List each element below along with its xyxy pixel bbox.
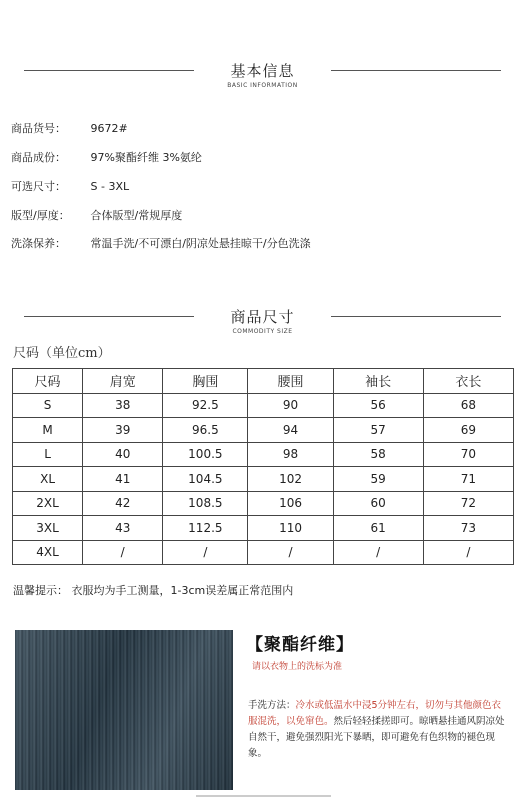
table-cell: 58 — [333, 442, 423, 467]
wash-label: 手洗方法： — [248, 700, 296, 711]
table-cell: 59 — [333, 467, 423, 492]
table-cell: 106 — [248, 491, 333, 516]
column-header: 袖长 — [333, 369, 423, 394]
section-subtitle: BASIC INFORMATION — [227, 82, 298, 89]
table-cell: 40 — [83, 442, 163, 467]
table-cell: 56 — [333, 393, 423, 418]
section-subtitle: COMMODITY SIZE — [232, 328, 293, 335]
info-value: 常温手洗/不可漂白/阴凉处悬挂晾干/分色洗涤 — [90, 237, 311, 250]
table-row — [13, 393, 514, 418]
table-cell: 72 — [423, 491, 513, 516]
fabric-subtitle: 请以衣物上的洗标为准 — [252, 662, 343, 672]
size-header — [0, 306, 525, 335]
table-cell: 42 — [83, 491, 163, 516]
info-row-sizes — [11, 178, 129, 194]
wash-detail: 然后轻轻揉搓即可。晾晒悬挂通风阴凉处自然干，避免强烈阳光下暴晒，即可避免有色织物的褪色现象。 — [248, 716, 505, 759]
table-cell: / — [83, 540, 163, 565]
column-header: 尺码 — [13, 369, 83, 394]
table-cell: / — [163, 540, 248, 565]
fabric-title: 【聚酯纤维】 — [246, 635, 354, 655]
table-row — [13, 418, 514, 443]
table-cell: 41 — [83, 467, 163, 492]
table-cell: S — [13, 393, 83, 418]
table-cell: 100.5 — [163, 442, 248, 467]
info-row-fit — [11, 207, 182, 223]
table-row — [13, 540, 514, 565]
table-cell: 102 — [248, 467, 333, 492]
info-value: 97%聚酯纤维 3%氨纶 — [90, 151, 202, 164]
table-cell: 69 — [423, 418, 513, 443]
info-value: S - 3XL — [90, 180, 130, 193]
table-cell: 98 — [248, 442, 333, 467]
column-header: 腰围 — [248, 369, 333, 394]
table-cell: 71 — [423, 467, 513, 492]
info-row-sku — [11, 120, 128, 136]
size-unit-label: 尺码（单位cm） — [13, 346, 111, 361]
info-value: 9672# — [90, 122, 128, 135]
bottom-divider — [196, 795, 331, 797]
table-cell: 96.5 — [163, 418, 248, 443]
table-row — [13, 442, 514, 467]
info-row-care — [11, 235, 311, 251]
table-cell: XL — [13, 467, 83, 492]
table-cell: 110 — [248, 516, 333, 541]
basic-info-header — [0, 60, 525, 89]
section-title: 基本信息 — [230, 62, 295, 80]
table-cell: 68 — [423, 393, 513, 418]
size-table — [12, 368, 514, 565]
table-header-row — [13, 369, 514, 394]
table-row — [13, 491, 514, 516]
table-cell: 3XL — [13, 516, 83, 541]
table-cell: M — [13, 418, 83, 443]
divider-left — [24, 316, 194, 317]
fabric-swatch-image — [15, 630, 233, 790]
table-cell: 104.5 — [163, 467, 248, 492]
table-cell: 61 — [333, 516, 423, 541]
table-row — [13, 516, 514, 541]
table-cell: / — [333, 540, 423, 565]
divider-left — [24, 70, 194, 71]
table-cell: 43 — [83, 516, 163, 541]
column-header: 衣长 — [423, 369, 513, 394]
table-cell: 70 — [423, 442, 513, 467]
table-cell: 94 — [248, 418, 333, 443]
table-cell: 108.5 — [163, 491, 248, 516]
table-cell: 4XL — [13, 540, 83, 565]
section-title: 商品尺寸 — [230, 308, 295, 326]
column-header: 肩宽 — [83, 369, 163, 394]
info-label: 商品货号： — [11, 122, 66, 135]
table-cell: 60 — [333, 491, 423, 516]
info-label: 商品成份： — [11, 151, 66, 164]
table-cell: 92.5 — [163, 393, 248, 418]
info-label: 洗涤保养： — [11, 237, 66, 250]
wash-instructions — [248, 698, 510, 762]
table-cell: / — [248, 540, 333, 565]
table-cell: 90 — [248, 393, 333, 418]
wash-warning: 冷水或低温水中浸5分钟左右，切勿与其他颜色衣服混洗，以免窜色。 — [248, 700, 502, 727]
table-cell: L — [13, 442, 83, 467]
info-label: 可选尺寸： — [11, 180, 66, 193]
table-cell: 39 — [83, 418, 163, 443]
table-cell: 57 — [333, 418, 423, 443]
table-cell: 73 — [423, 516, 513, 541]
info-value: 合体版型/常规厚度 — [90, 209, 183, 222]
table-cell: 38 — [83, 393, 163, 418]
measurement-tip: 温馨提示： 衣服均为手工测量，1-3cm误差属正常范围内 — [13, 584, 294, 597]
table-cell: / — [423, 540, 513, 565]
table-row — [13, 467, 514, 492]
column-header: 胸围 — [163, 369, 248, 394]
info-label: 版型/厚度： — [11, 209, 70, 222]
divider-right — [331, 70, 501, 71]
table-cell: 112.5 — [163, 516, 248, 541]
table-cell: 2XL — [13, 491, 83, 516]
divider-right — [331, 316, 501, 317]
info-row-material — [11, 149, 202, 165]
